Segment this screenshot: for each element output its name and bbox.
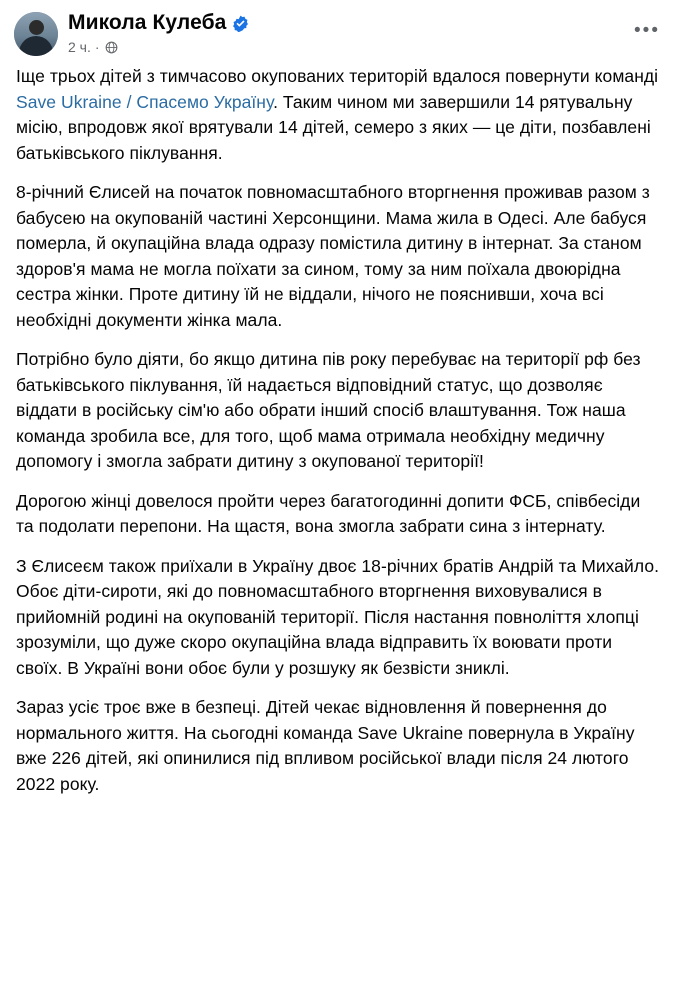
post-options-button[interactable]: ••• [634,19,660,41]
post-text-body [14,62,664,807]
avatar[interactable] [14,12,58,56]
globe-icon[interactable] [105,41,118,54]
post-timestamp[interactable]: 2 ч. [68,39,91,55]
post-paragraph [16,64,662,166]
post-paragraph: З Єлисеєм також приїхали в Україну двоє 18-річних братів Андрій та Михайло. Обоє діти-сироти, які до повномасштабного вторгнення виховувалися в прийомній родині на окупованій території. Після настання повноліття хлопці зрозуміли, що дуже скоро окупаційна влада відправить їх воювати проти своїх. В Україні вони обоє були у розшуку як безвісти зниклі. [16,555,660,678]
post-author-block [68,12,249,55]
paragraph-text: . Таким чином ми завершили 14 рятувальну місію, впродовж якої врятували 14 дітей, семеро з яких — це діти, позбавлені батьківського піклування. [16,91,651,163]
post-paragraph: Зараз усіє троє вже в безпеці. Дітей чекає відновлення й повернення до нормального життя. На сьогодні команда Save Ukraine повернула в Україну вже 226 дітей, які опинилися під впливом російської влади після 24 лютого 2022 року. [16,697,635,794]
post-paragraph: 8-річний Єлисей на початок повномасштабного вторгнення проживав разом з бабусею на окупованій частині Херсонщини. Мама жила в Одесі. Але бабуся померла, й окупаційна влада одразу помістила дитину в інтернат. За станом здоров'я мама не могла поїхати за сином, тому за ним поїхала двоюрідна сестра жінки. Проте дитину їй не віддали, нічого не пояснивши, хоча всі необхідні документи жінка мала. [16,182,650,330]
author-name-row [68,13,249,33]
author-name[interactable]: Микола Кулеба [68,11,227,34]
save-ukraine-link[interactable]: Save Ukraine / Спасемо Україну [16,91,274,112]
post-meta-row [68,39,249,55]
post-header [14,12,664,62]
post-paragraph: Дорогою жінці довелося пройти через багатогодинні допити ФСБ, співбесіди та подолати перепони. На щастя, вона змогла забрати сина з інтернату. [16,490,641,536]
meta-separator: · [94,39,100,55]
avatar-head [29,20,44,35]
post-paragraph: Потрібно було діяти, бо якщо дитина пів року перебуває на території рф без батьківського піклування, їй надається відповідний статус, що дозволяє віддати в російську сім'ю або обрати інший спосіб влаштування. Тож наша команда зробила все, для того, щоб мама отримала необхідну медичну допомогу і змогла забрати дитину з окупованої території! [16,349,641,471]
verified-badge-icon [232,15,249,32]
paragraph-text: Іще трьох дітей з тимчасово окупованих територій вдалося повернути команді [16,66,659,86]
